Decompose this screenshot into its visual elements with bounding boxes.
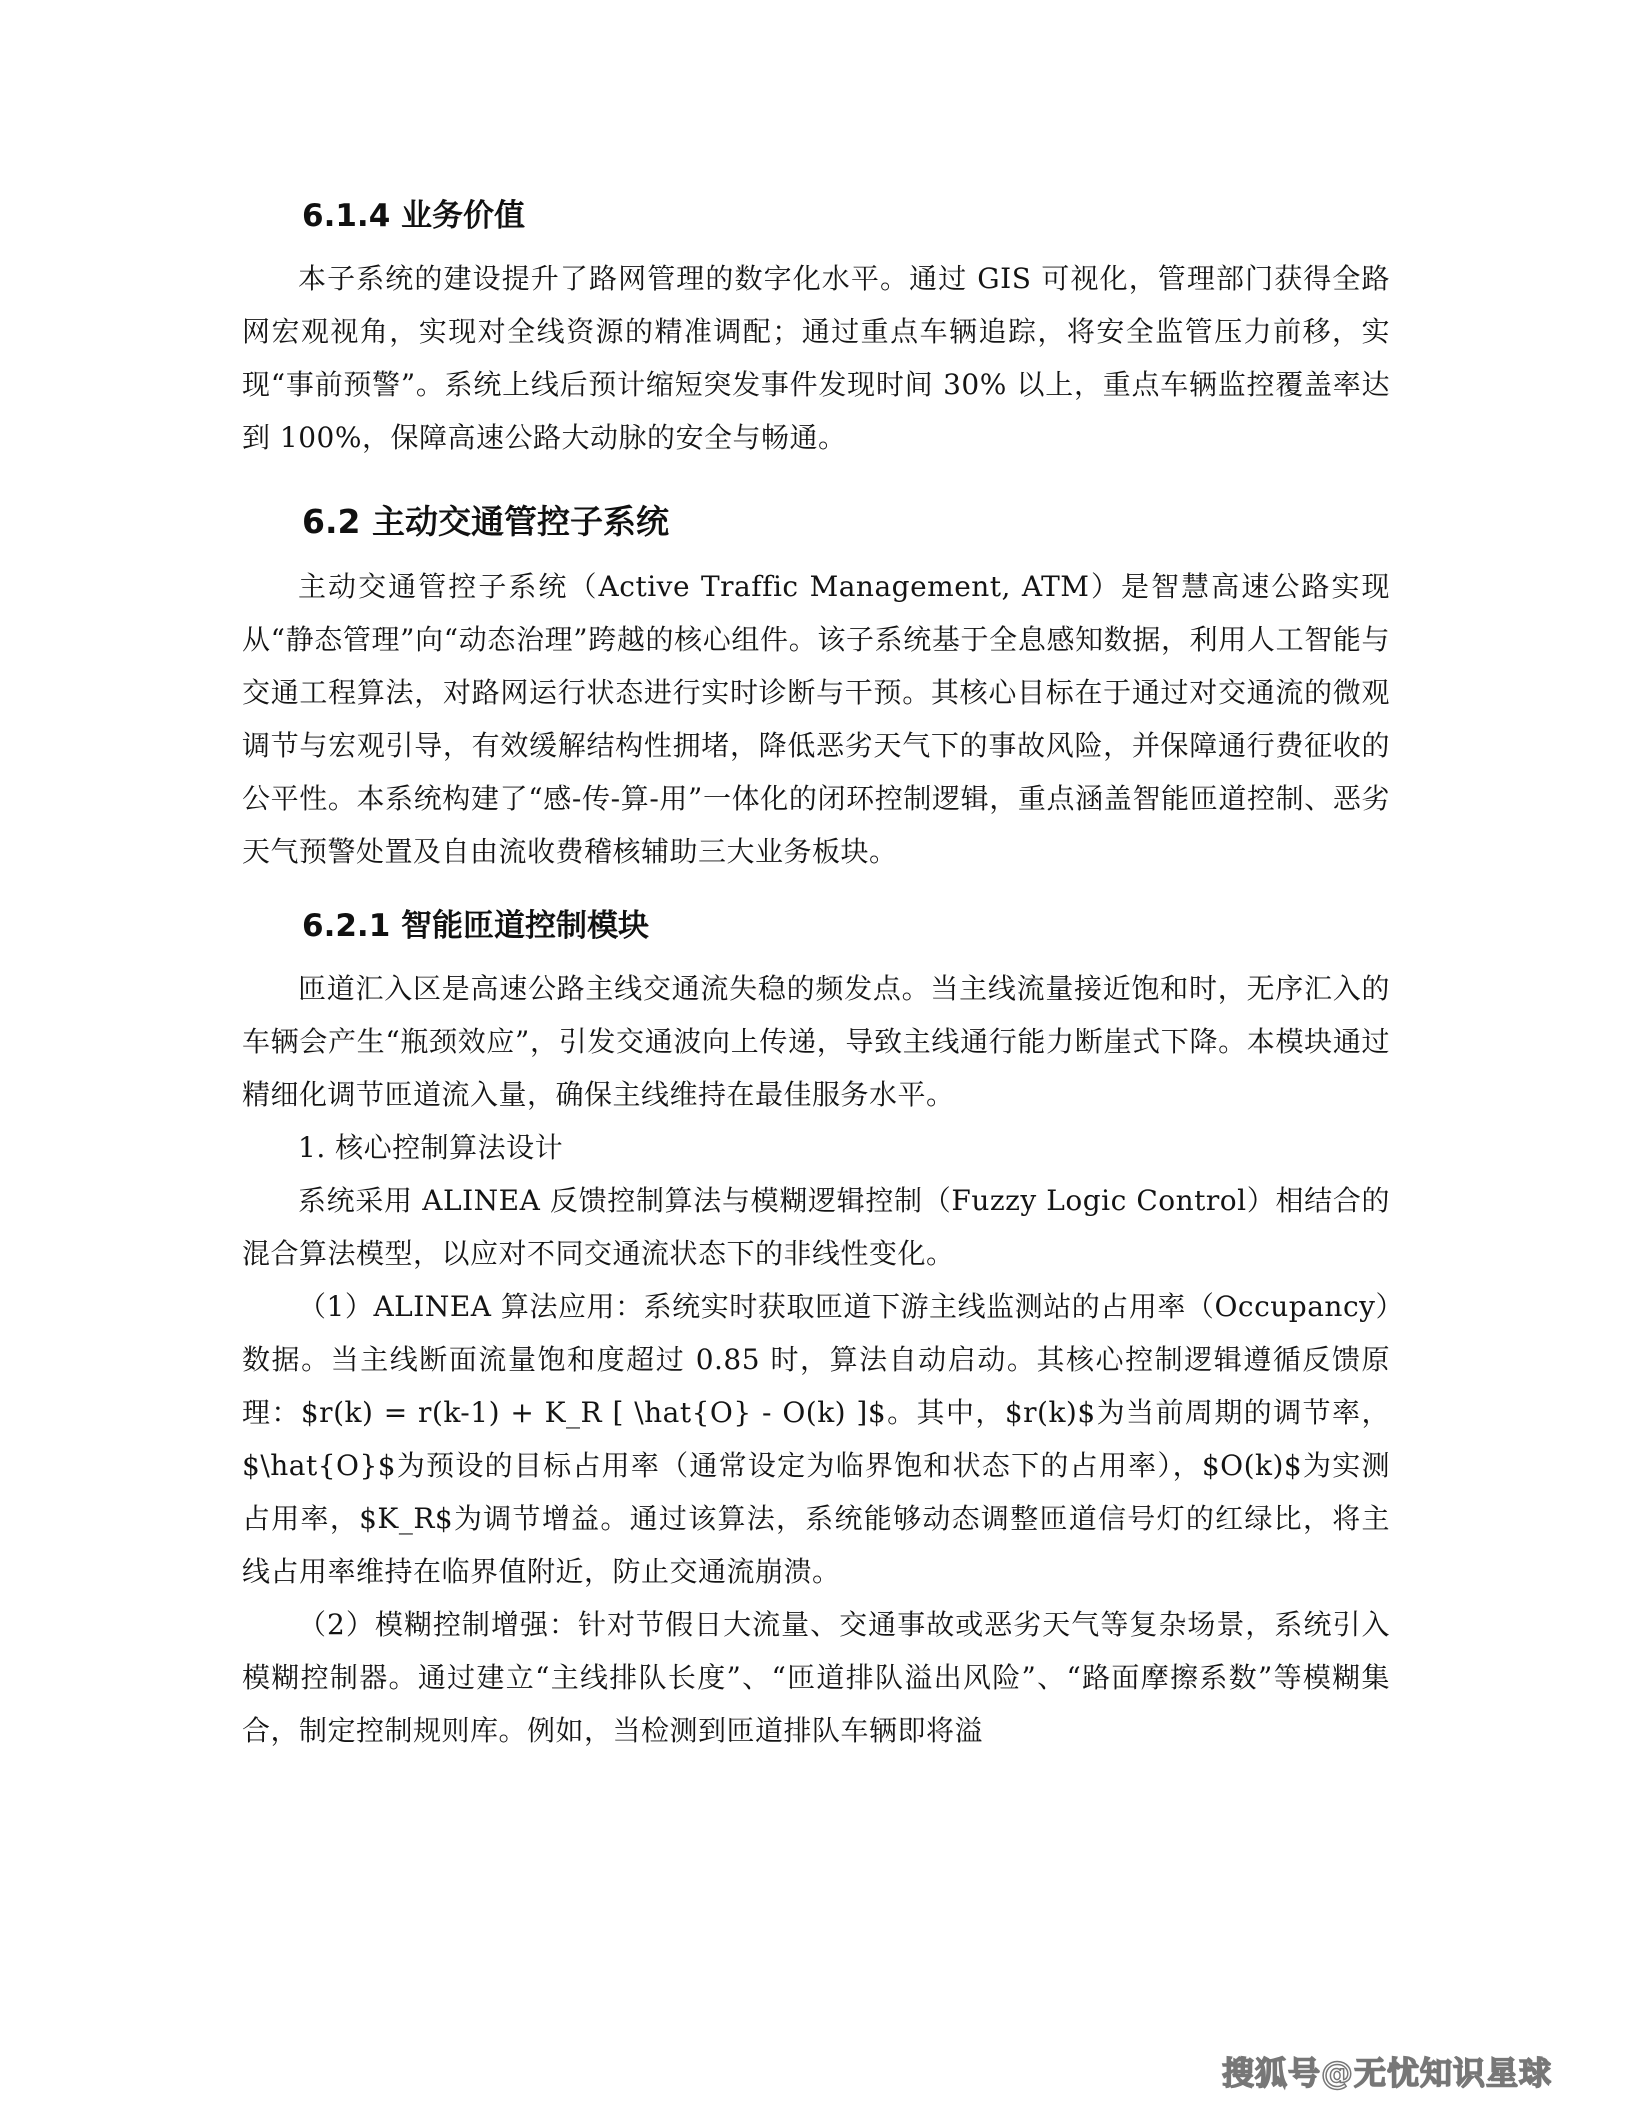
paragraph-atm-overview: 主动交通管控子系统（Active Traffic Management, ATM）是智慧高速公路实现从“静态管理”向“动态治理”跨越的核心组件。该子系统基于全息感知数据，利用人工智能与交通工程算法，对路网运行状态进行实时诊断与干预。其核心目标在于通过对交通流的微观调节与宏观引导，有效缓解结构性拥堵，降低恶劣天气下的事故风险，并保障通行费征收的公平性。本系统构建了“感-传-算-用”一体化的闭环控制逻辑，重点涵盖智能匝道控制、恶劣天气预警处置及自由流收费稽核辅助三大业务板块。 <box>242 570 1390 868</box>
spacer <box>242 464 1390 484</box>
document-body <box>242 180 1390 1757</box>
section-heading-6-2: 6.2 主动交通管控子系统 <box>302 502 669 541</box>
section-heading-6-2-1: 6.2.1 智能匝道控制模块 <box>302 908 650 944</box>
list-item-title-algorithm: 1. 核心控制算法设计 <box>298 1131 564 1164</box>
spacer <box>242 878 1390 890</box>
paragraph-algorithm-intro: 系统采用 ALINEA 反馈控制算法与模糊逻辑控制（Fuzzy Logic Control）相结合的混合算法模型，以应对不同交通流状态下的非线性变化。 <box>242 1184 1390 1270</box>
paragraph-alinea: （1）ALINEA 算法应用：系统实时获取匝道下游主线监测站的占用率（Occupancy）数据。当主线断面流量饱和度超过 0.85 时，算法自动启动。其核心控制逻辑遵循反馈原理：$r(k) = r(k-1) + K_R [ \hat{O} - O(k) ]$。其中，$r(k)$为当前周期的调节率，$\hat{O}$为预设的目标占用率（通常设定为临界饱和状态下的占用率），$O(k)$为实测占用率，$K_R$为调节增益。通过该算法，系统能够动态调整匝道信号灯的红绿比，将主线占用率维持在临界值附近，防止交通流崩溃。 <box>242 1290 1390 1588</box>
watermark: 搜狐号@无忧知识星球 <box>1221 2054 1552 2092</box>
section-heading-6-1-4: 6.1.4 业务价值 <box>302 198 526 234</box>
paragraph-ramp-intro: 匝道汇入区是高速公路主线交通流失稳的频发点。当主线流量接近饱和时，无序汇入的车辆会产生“瓶颈效应”，引发交通波向上传递，导致主线通行能力断崖式下降。本模块通过精细化调节匝道流入量，确保主线维持在最佳服务水平。 <box>242 972 1390 1111</box>
paragraph-fuzzy-control: （2）模糊控制增强：针对节假日大流量、交通事故或恶劣天气等复杂场景，系统引入模糊控制器。通过建立“主线排队长度”、“匝道排队溢出风险”、“路面摩擦系数”等模糊集合，制定控制规则库。例如，当检测到匝道排队车辆即将溢 <box>242 1608 1390 1747</box>
paragraph-business-value: 本子系统的建设提升了路网管理的数字化水平。通过 GIS 可视化，管理部门获得全路网宏观视角，实现对全线资源的精准调配；通过重点车辆追踪，将安全监管压力前移，实现“事前预警”。系统上线后预计缩短突发事件发现时间 30% 以上，重点车辆监控覆盖率达到 100%，保障高速公路大动脉的安全与畅通。 <box>242 262 1390 454</box>
